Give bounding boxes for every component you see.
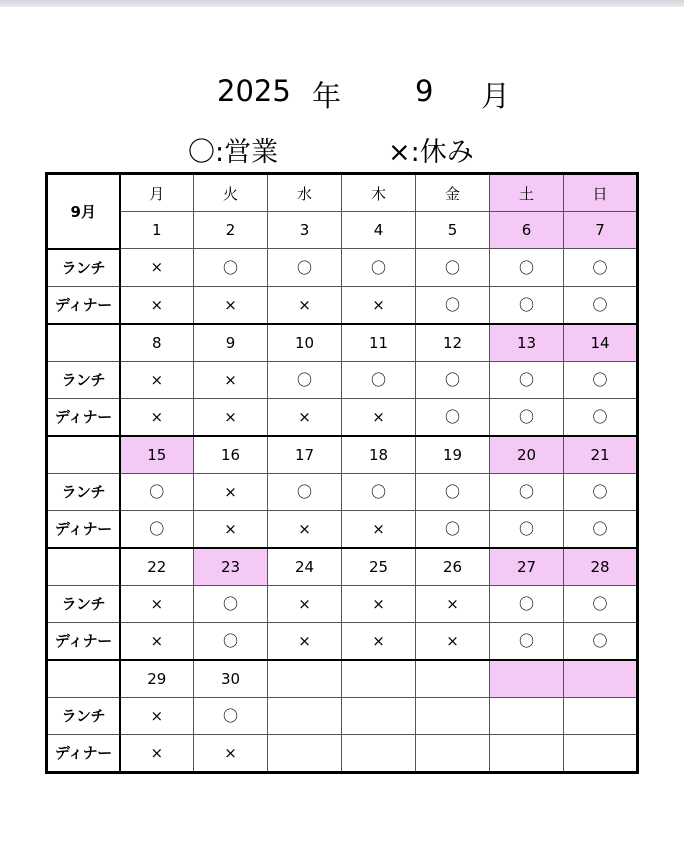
- lunch-status: [342, 697, 416, 734]
- lunch-status: 〇: [490, 361, 564, 398]
- lunch-row: [47, 473, 638, 510]
- date-row-label: [47, 324, 120, 362]
- lunch-status: ×: [416, 585, 490, 622]
- lunch-status: 〇: [194, 585, 268, 622]
- lunch-status: 〇: [342, 473, 416, 510]
- dinner-status: 〇: [490, 286, 564, 324]
- dinner-status: [416, 734, 490, 772]
- title-month: 9: [415, 74, 434, 108]
- dinner-status: ×: [342, 286, 416, 324]
- lunch-status: 〇: [120, 473, 194, 510]
- dinner-status: ×: [194, 734, 268, 772]
- lunch-status: 〇: [416, 361, 490, 398]
- date-cell: [268, 660, 342, 698]
- date-cell: 13: [490, 324, 564, 362]
- lunch-status: 〇: [194, 697, 268, 734]
- dinner-label: ディナー: [47, 622, 120, 660]
- weekday-header: 土: [490, 174, 564, 212]
- dinner-label: ディナー: [47, 510, 120, 548]
- date-row-label: [47, 660, 120, 698]
- dinner-status: 〇: [194, 622, 268, 660]
- dinner-status: 〇: [416, 286, 490, 324]
- month-label: 9月: [47, 174, 120, 249]
- date-cell: 14: [564, 324, 638, 362]
- lunch-status: 〇: [490, 249, 564, 287]
- date-cell: 1: [120, 212, 194, 249]
- date-row: [47, 660, 638, 698]
- dinner-status: [342, 734, 416, 772]
- lunch-status: 〇: [342, 361, 416, 398]
- lunch-status: 〇: [564, 361, 638, 398]
- dinner-row: [47, 286, 638, 324]
- lunch-row: [47, 697, 638, 734]
- dinner-status: 〇: [564, 622, 638, 660]
- dinner-status: 〇: [490, 398, 564, 436]
- date-cell: 23: [194, 548, 268, 586]
- lunch-label: ランチ: [47, 697, 120, 734]
- dinner-status: ×: [194, 398, 268, 436]
- date-row: [47, 212, 638, 249]
- date-cell: 25: [342, 548, 416, 586]
- lunch-status: [268, 697, 342, 734]
- date-cell: 30: [194, 660, 268, 698]
- date-row-label: [47, 548, 120, 586]
- title-month-unit: 月: [481, 79, 511, 113]
- dinner-status: ×: [120, 734, 194, 772]
- lunch-status: ×: [120, 585, 194, 622]
- lunch-label: ランチ: [47, 249, 120, 287]
- dinner-status: ×: [416, 622, 490, 660]
- date-cell: 12: [416, 324, 490, 362]
- date-cell: 19: [416, 436, 490, 474]
- lunch-status: 〇: [416, 473, 490, 510]
- date-cell: 5: [416, 212, 490, 249]
- date-cell: 18: [342, 436, 416, 474]
- date-cell: 6: [490, 212, 564, 249]
- dinner-status: [490, 734, 564, 772]
- dinner-label: ディナー: [47, 398, 120, 436]
- lunch-status: 〇: [342, 249, 416, 287]
- date-row: [47, 548, 638, 586]
- lunch-status: ×: [120, 249, 194, 287]
- dinner-status: ×: [268, 510, 342, 548]
- date-cell: 16: [194, 436, 268, 474]
- weekday-header: 月: [120, 174, 194, 212]
- date-cell: 27: [490, 548, 564, 586]
- lunch-status: [416, 697, 490, 734]
- date-row: [47, 324, 638, 362]
- lunch-status: ×: [120, 697, 194, 734]
- dinner-status: [564, 734, 638, 772]
- dinner-status: ×: [194, 286, 268, 324]
- date-cell: 22: [120, 548, 194, 586]
- weekday-header-row: [47, 174, 638, 212]
- dinner-status: ×: [120, 622, 194, 660]
- lunch-status: ×: [268, 585, 342, 622]
- lunch-label: ランチ: [47, 361, 120, 398]
- date-cell: 10: [268, 324, 342, 362]
- lunch-status: [564, 697, 638, 734]
- dinner-status: 〇: [564, 398, 638, 436]
- date-cell: [564, 660, 638, 698]
- weekday-header: 木: [342, 174, 416, 212]
- title-year-unit: 年: [312, 79, 342, 113]
- dinner-status: 〇: [490, 622, 564, 660]
- lunch-status: 〇: [268, 473, 342, 510]
- legend: [0, 130, 684, 170]
- date-row: [47, 436, 638, 474]
- date-cell: 21: [564, 436, 638, 474]
- dinner-status: ×: [194, 510, 268, 548]
- lunch-status: ×: [194, 473, 268, 510]
- lunch-status: 〇: [416, 249, 490, 287]
- dinner-label: ディナー: [47, 734, 120, 772]
- dinner-row: [47, 622, 638, 660]
- date-cell: 20: [490, 436, 564, 474]
- weekday-header: 金: [416, 174, 490, 212]
- date-cell: 4: [342, 212, 416, 249]
- lunch-row: [47, 361, 638, 398]
- dinner-status: 〇: [564, 510, 638, 548]
- date-cell: 11: [342, 324, 416, 362]
- lunch-status: 〇: [194, 249, 268, 287]
- date-cell: 29: [120, 660, 194, 698]
- dinner-status: ×: [268, 398, 342, 436]
- lunch-row: [47, 585, 638, 622]
- lunch-label: ランチ: [47, 473, 120, 510]
- date-cell: 2: [194, 212, 268, 249]
- lunch-status: ×: [120, 361, 194, 398]
- dinner-row: [47, 398, 638, 436]
- lunch-status: [490, 697, 564, 734]
- lunch-status: 〇: [268, 361, 342, 398]
- date-cell: 3: [268, 212, 342, 249]
- legend-open: 〇:営業: [188, 137, 279, 168]
- date-cell: 26: [416, 548, 490, 586]
- dinner-status: 〇: [564, 286, 638, 324]
- dinner-status: [268, 734, 342, 772]
- dinner-row: [47, 734, 638, 772]
- dinner-status: ×: [268, 286, 342, 324]
- date-cell: 28: [564, 548, 638, 586]
- lunch-row: [47, 249, 638, 287]
- lunch-status: 〇: [490, 473, 564, 510]
- weekday-header: 水: [268, 174, 342, 212]
- lunch-status: 〇: [564, 473, 638, 510]
- legend-closed: ×:休み: [388, 137, 474, 168]
- dinner-status: 〇: [490, 510, 564, 548]
- dinner-status: ×: [342, 622, 416, 660]
- dinner-status: ×: [342, 510, 416, 548]
- date-cell: [416, 660, 490, 698]
- dinner-status: ×: [268, 622, 342, 660]
- lunch-status: 〇: [490, 585, 564, 622]
- lunch-status: 〇: [564, 585, 638, 622]
- date-cell: [490, 660, 564, 698]
- dinner-status: 〇: [120, 510, 194, 548]
- lunch-status: ×: [194, 361, 268, 398]
- dinner-status: ×: [120, 286, 194, 324]
- date-cell: [342, 660, 416, 698]
- date-cell: 8: [120, 324, 194, 362]
- date-cell: 15: [120, 436, 194, 474]
- weekday-header: 日: [564, 174, 638, 212]
- date-cell: 7: [564, 212, 638, 249]
- dinner-row: [47, 510, 638, 548]
- date-cell: 17: [268, 436, 342, 474]
- top-border: [0, 0, 684, 7]
- date-cell: 9: [194, 324, 268, 362]
- weekday-header: 火: [194, 174, 268, 212]
- lunch-status: 〇: [564, 249, 638, 287]
- dinner-status: ×: [342, 398, 416, 436]
- lunch-label: ランチ: [47, 585, 120, 622]
- lunch-status: ×: [342, 585, 416, 622]
- title-year: 2025: [217, 74, 291, 108]
- dinner-label: ディナー: [47, 286, 120, 324]
- dinner-status: 〇: [416, 398, 490, 436]
- page-title: [0, 74, 684, 118]
- dinner-status: ×: [120, 398, 194, 436]
- dinner-status: 〇: [416, 510, 490, 548]
- business-calendar-table: [45, 172, 639, 774]
- date-row-label: [47, 436, 120, 474]
- lunch-status: 〇: [268, 249, 342, 287]
- date-cell: 24: [268, 548, 342, 586]
